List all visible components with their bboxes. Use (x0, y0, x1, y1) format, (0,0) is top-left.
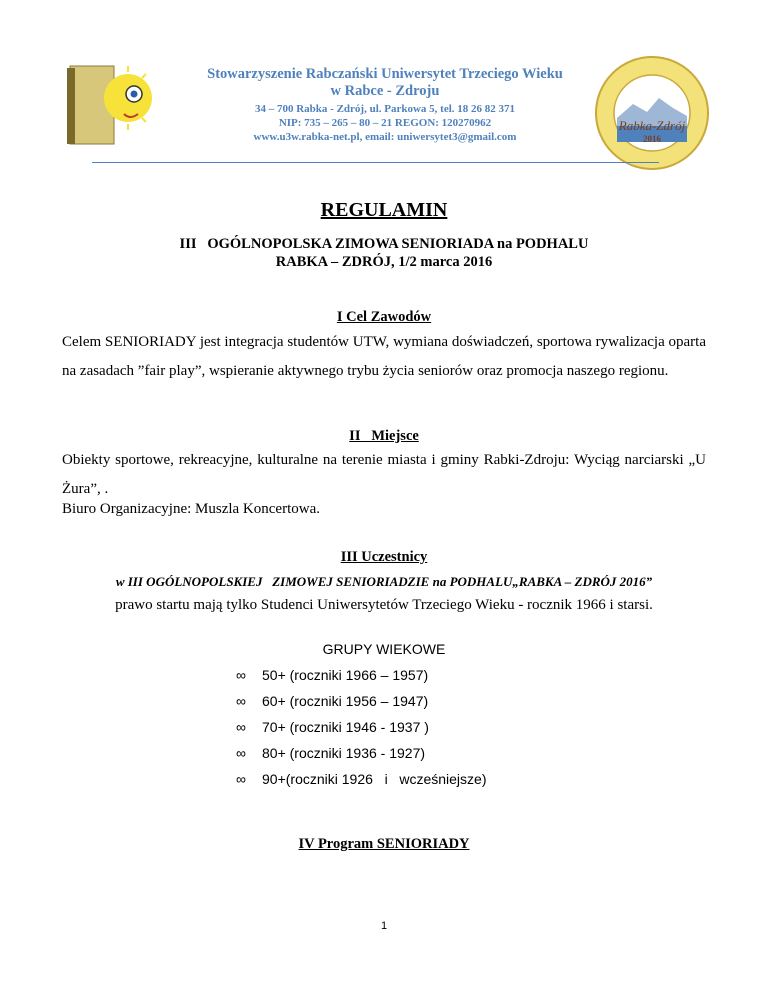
age-groups-heading: GRUPY WIEKOWE (322, 641, 446, 657)
infinity-bullet-icon: ∞ (236, 771, 246, 787)
senioriada-logo (593, 54, 711, 172)
infinity-bullet-icon: ∞ (236, 667, 246, 683)
utw-logo (64, 58, 152, 148)
age-group-label: 90+(roczniki 1926 i wcześniejsze) (262, 771, 487, 787)
org-address: 34 – 700 Rabka - Zdrój, ul. Parkowa 5, tel. 18 26 82 371 (254, 103, 516, 115)
age-group-item (236, 771, 487, 787)
age-group-item (236, 745, 425, 761)
org-name-line1: Stowarzyszenie Rabczański Uniwersytet Trzeciego Wieku (207, 66, 563, 82)
section-3-heading: III Uczestnicy (340, 549, 428, 565)
header-divider (92, 162, 659, 163)
age-group-label: 70+ (roczniki 1946 - 1937 ) (262, 719, 429, 735)
infinity-bullet-icon: ∞ (236, 693, 246, 709)
age-group-item (236, 719, 429, 735)
age-group-item (236, 667, 428, 683)
section-2-heading: II Miejsce (349, 428, 419, 444)
org-name-line2: w Rabce - Zdroju (330, 83, 440, 99)
event-subtitle (0, 235, 768, 271)
letterhead (150, 66, 620, 144)
section-4-heading: IV Program SENIORIADY (298, 836, 470, 852)
section-2-office: Biuro Organizacyjne: Muszla Koncertowa. (62, 501, 320, 517)
section-3-text: prawo startu mają tylko Studenci Uniwersytetów Trzeciego Wieku - rocznik 1966 i starsi. (115, 597, 653, 613)
section-1-text: Celem SENIORIADY jest integracja studentów UTW, wymiana doświadczeń, sportowa rywalizacja oparta na zasadach ”fair play”, wspieranie aktywnego trybu życia seniorów oraz promocja naszego regionu. (62, 334, 706, 379)
infinity-bullet-icon: ∞ (236, 719, 246, 735)
document-title: REGULAMIN (320, 199, 448, 221)
event-name: III OGÓLNOPOLSKA ZIMOWA SENIORIADA na PODHALU (179, 236, 589, 252)
age-group-label: 60+ (roczniki 1956 – 1947) (262, 693, 429, 709)
age-group-label: 80+ (roczniki 1936 - 1927) (262, 745, 426, 761)
age-group-label: 50+ (roczniki 1966 – 1957) (262, 667, 429, 683)
section-1-heading: I Cel Zawodów (336, 309, 432, 325)
page-number: 1 (380, 920, 388, 932)
section-3-event-line: w III OGÓLNOPOLSKIEJ ZIMOWEJ SENIORIADZIE na PODHALU„RABKA – ZDRÓJ 2016” (115, 574, 653, 589)
section-2-text: Obiekty sportowe, rekreacyjne, kulturalne na terenie miasta i gminy Rabki-Zdroju: Wyciąg narciarski „U Żura”, . (62, 452, 706, 497)
event-place-date: RABKA – ZDRÓJ, 1/2 marca 2016 (275, 254, 493, 270)
age-group-item (236, 693, 428, 709)
logo-center-text: Rabka-Zdrój (618, 118, 686, 133)
org-nip-regon: NIP: 735 – 265 – 80 – 21 REGON: 120270962 (278, 117, 492, 129)
org-web-email: www.u3w.rabka-net.pl, email: uniwersytet3@gmail.com (253, 131, 517, 143)
infinity-bullet-icon: ∞ (236, 745, 246, 761)
logo-year: 2016 (643, 134, 661, 144)
